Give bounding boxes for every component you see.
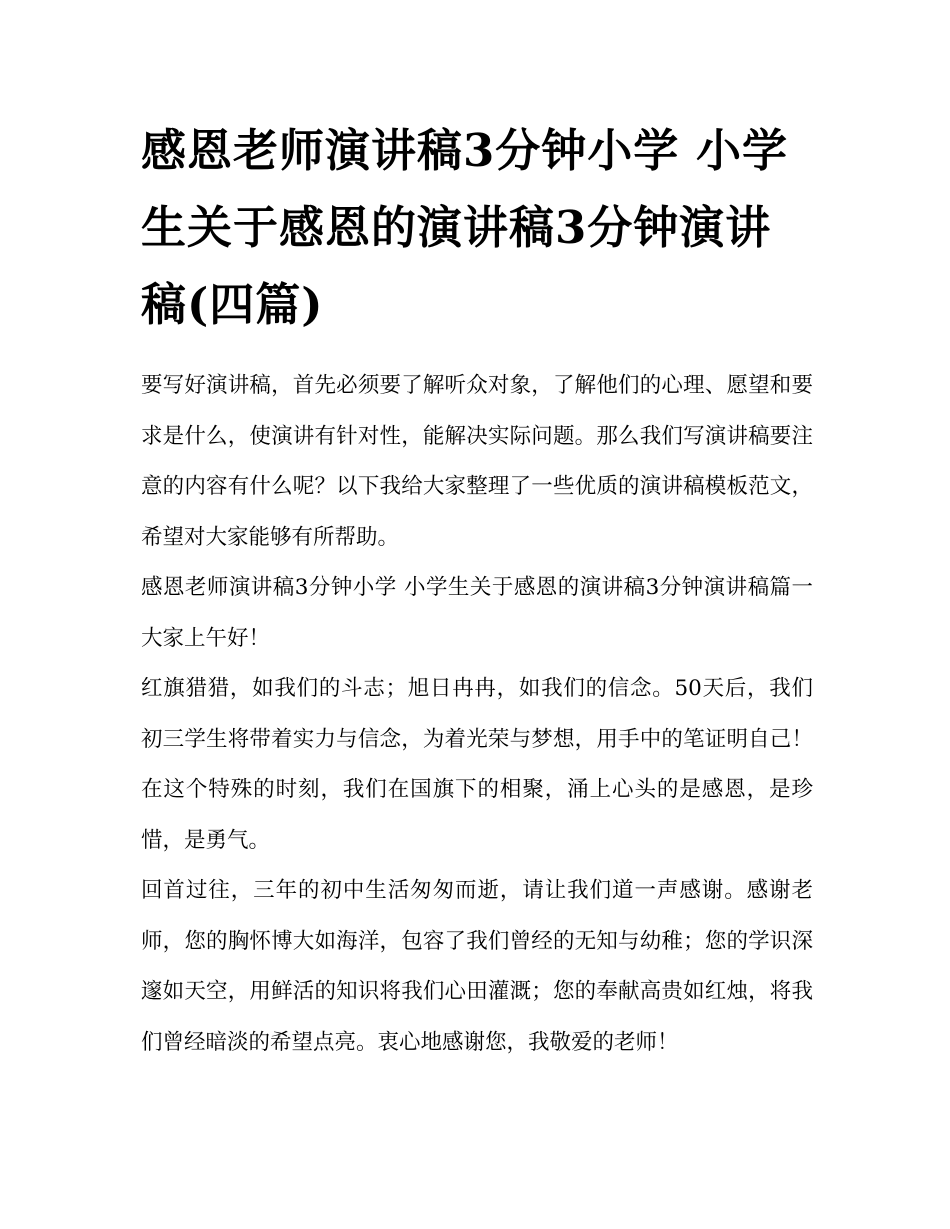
paragraph-intro: 要写好演讲稿，首先必须要了解听众对象，了解他们的心理、愿望和要求是什么，使演讲有针对性，能解决实际问题。那么我们写演讲稿要注意的内容有什么呢？以下我给大家整理了一些优质的演讲稿模板范文，希望对大家能够有所帮助。 <box>141 373 813 550</box>
paragraph-body: 回首过往，三年的初中生活匆匆而逝，请让我们道一声感谢。感谢老师，您的胸怀博大如海洋，包容了我们曾经的无知与幼稚；您的学识深邃如天空，用鲜活的知识将我们心田灌溉；您的奉献高贵如红烛，将我们曾经暗淡的希望点亮。衷心地感谢您，我敬爱的老师！ <box>141 878 813 1055</box>
document-page <box>141 112 813 1068</box>
document-title: 感恩老师演讲稿3分钟小学 小学生关于感恩的演讲稿3分钟演讲稿(四篇) <box>141 124 788 331</box>
paragraph-body: 红旗猎猎，如我们的斗志；旭日冉冉，如我们的信念。50天后，我们初三学生将带着实力与信念，为着光荣与梦想，用手中的笔证明自己！在这个特殊的时刻，我们在国旗下的相聚，涌上心头的是感恩，是珍惜，是勇气。 <box>141 676 813 853</box>
document-body <box>141 361 813 1068</box>
paragraph-section-heading: 感恩老师演讲稿3分钟小学 小学生关于感恩的演讲稿3分钟演讲稿篇一 大家上午好！ <box>141 575 813 651</box>
